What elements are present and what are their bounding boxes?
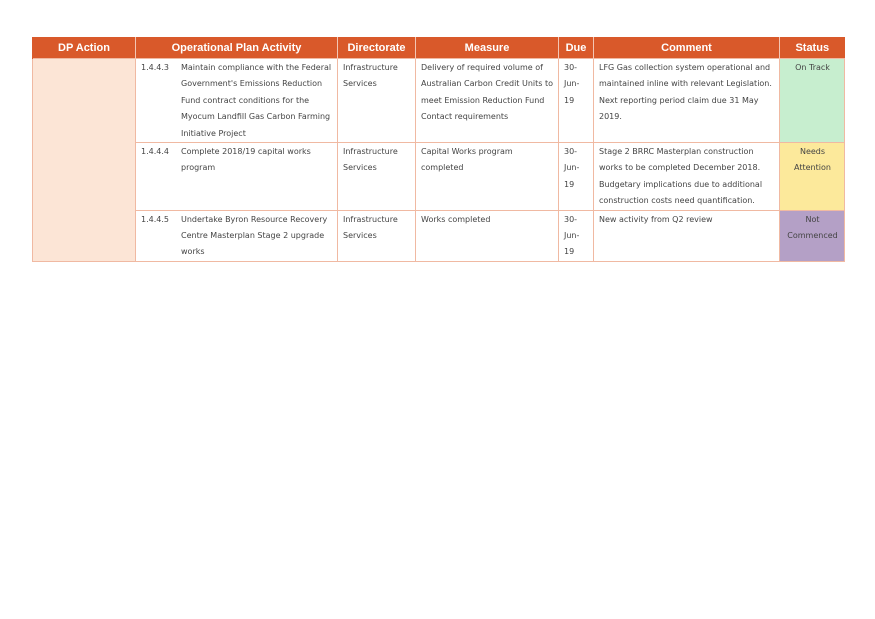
comment-cell: LFG Gas collection system operational and maintained inline with relevant Legislation. Next reporting period claim due 31 May 2019. bbox=[594, 59, 780, 143]
activity-code: 1.4.4.3 bbox=[141, 63, 169, 72]
due-cell: 30-Jun-19 bbox=[559, 59, 594, 143]
operational-plan-table bbox=[32, 37, 845, 262]
measure-cell: Capital Works program completed bbox=[416, 143, 559, 211]
measure-cell: Delivery of required volume of Australian Carbon Credit Units to meet Emission Reduction Fund Contact requirements bbox=[416, 59, 559, 143]
activity-code: 1.4.4.5 bbox=[141, 214, 169, 224]
comment-cell: New activity from Q2 review bbox=[594, 210, 780, 261]
status-badge: On Track bbox=[780, 59, 845, 143]
due-cell: 30-Jun-19 bbox=[559, 210, 594, 261]
comment-cell: Stage 2 BRRC Masterplan construction works to be completed December 2018. Budgetary implications due to additional construction costs need quantification. bbox=[594, 143, 780, 211]
table-header-row bbox=[33, 37, 845, 59]
due-cell: 30-Jun-19 bbox=[559, 143, 594, 211]
header-comment: Comment bbox=[594, 37, 780, 59]
header-status: Status bbox=[780, 37, 845, 59]
activity-code: 1.4.4.4 bbox=[141, 147, 169, 157]
activity-cell bbox=[136, 143, 338, 211]
activity-text: Maintain compliance with the Federal Government's Emissions Reduction Fund contract conditions for the Myocum Landfill Gas Carbon Farming Initiative Project bbox=[181, 63, 332, 138]
header-due: Due bbox=[559, 37, 594, 59]
directorate-cell: Infrastructure Services bbox=[338, 59, 416, 143]
header-measure: Measure bbox=[416, 37, 559, 59]
activity-text: Undertake Byron Resource Recovery Centre Masterplan Stage 2 upgrade works bbox=[181, 214, 328, 257]
header-activity: Operational Plan Activity bbox=[136, 37, 338, 59]
status-badge: Needs Attention bbox=[780, 143, 845, 211]
activity-cell bbox=[136, 59, 338, 143]
measure-cell: Works completed bbox=[416, 210, 559, 261]
table-row bbox=[33, 59, 845, 143]
header-directorate: Directorate bbox=[338, 37, 416, 59]
dp-action-cell bbox=[33, 59, 136, 262]
status-badge: Not Commenced bbox=[780, 210, 845, 261]
directorate-cell: Infrastructure Services bbox=[338, 210, 416, 261]
activity-text: Complete 2018/19 capital works program bbox=[181, 147, 311, 173]
activity-cell bbox=[136, 210, 338, 261]
directorate-cell: Infrastructure Services bbox=[338, 143, 416, 211]
header-dp-action: DP Action bbox=[33, 37, 136, 59]
table-row bbox=[33, 143, 845, 211]
table-row bbox=[33, 210, 845, 261]
